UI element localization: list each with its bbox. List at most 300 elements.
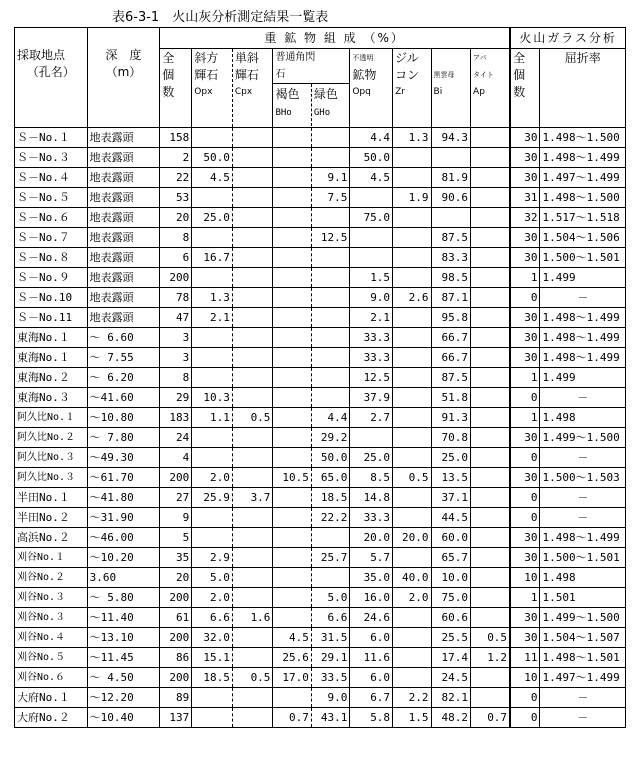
cell-ap — [471, 288, 511, 308]
cell-site: 阿久比No.１ — [15, 408, 88, 428]
cell-ap — [471, 428, 511, 448]
cell-total: 5 — [160, 528, 192, 548]
cell-opq: 4.5 — [350, 168, 393, 188]
cell-bho: 4.5 — [273, 628, 311, 648]
cell-gho — [311, 288, 349, 308]
table-row — [15, 668, 626, 688]
cell-site: Ｓ－No.10 — [15, 288, 88, 308]
table-row — [15, 408, 626, 428]
cell-gho — [311, 568, 349, 588]
cell-bho: 0.7 — [273, 708, 311, 728]
cell-site: 刈谷No.４ — [15, 628, 88, 648]
cell-opq — [350, 228, 393, 248]
cell-bi: 70.8 — [431, 428, 471, 448]
cell-glass-total: 30 — [510, 548, 540, 568]
cell-total: 24 — [160, 428, 192, 448]
cell-opx: 2.0 — [192, 588, 233, 608]
cell-cpx — [232, 248, 273, 268]
cell-ap — [471, 588, 511, 608]
cell-bho — [273, 348, 311, 368]
cell-total: 200 — [160, 588, 192, 608]
cell-depth: ～ 7.55 — [87, 348, 160, 368]
table-row — [15, 388, 626, 408]
cell-opq: 6.0 — [350, 668, 393, 688]
cell-glass-total: 0 — [510, 508, 540, 528]
cell-bho — [273, 228, 311, 248]
header-opx — [192, 49, 233, 128]
cell-total: 86 — [160, 648, 192, 668]
cell-depth: ～ 4.50 — [87, 668, 160, 688]
cell-gho — [311, 328, 349, 348]
cell-total: 200 — [160, 628, 192, 648]
cell-ap — [471, 308, 511, 328]
table-row — [15, 628, 626, 648]
cell-opx: 6.6 — [192, 608, 233, 628]
cell-cpx — [232, 508, 273, 528]
cell-total: 89 — [160, 688, 192, 708]
header-ap-2: タイト — [473, 71, 494, 79]
cell-bi: 10.0 — [431, 568, 471, 588]
header-opq-1: 不透明 — [352, 54, 374, 62]
cell-refractive-index: － — [540, 488, 626, 508]
cell-depth: ～41.80 — [87, 488, 160, 508]
cell-cpx — [232, 388, 273, 408]
header-depth-unit: （m） — [105, 65, 142, 79]
cell-ap — [471, 208, 511, 228]
cell-glass-total: 30 — [510, 628, 540, 648]
cell-depth: 地表露頭 — [87, 168, 160, 188]
cell-glass-total: 30 — [510, 148, 540, 168]
cell-glass-total: 30 — [510, 228, 540, 248]
cell-bho — [273, 548, 311, 568]
header-glass-total — [510, 49, 540, 128]
cell-refractive-index: － — [540, 508, 626, 528]
cell-bi: 17.4 — [431, 648, 471, 668]
cell-opx — [192, 708, 233, 728]
header-opq-2: 鉱物 — [352, 68, 377, 82]
cell-site: 刈谷No.５ — [15, 648, 88, 668]
cell-opx: 15.1 — [192, 648, 233, 668]
cell-gho — [311, 128, 349, 148]
cell-bi: 25.5 — [431, 628, 471, 648]
cell-refractive-index: 1.499～1.500 — [540, 608, 626, 628]
cell-total: 20 — [160, 208, 192, 228]
cell-cpx — [232, 228, 273, 248]
cell-zr: 20.0 — [393, 528, 431, 548]
cell-total: 35 — [160, 548, 192, 568]
cell-cpx — [232, 288, 273, 308]
cell-ap — [471, 528, 511, 548]
cell-zr: 2.0 — [393, 588, 431, 608]
table-row — [15, 488, 626, 508]
cell-ap — [471, 388, 511, 408]
cell-gho — [311, 148, 349, 168]
cell-site: Ｓ－No.１ — [15, 128, 88, 148]
cell-bi: 51.8 — [431, 388, 471, 408]
cell-depth: 3.60 — [87, 568, 160, 588]
table-row — [15, 228, 626, 248]
cell-bho — [273, 188, 311, 208]
cell-cpx: 1.6 — [232, 608, 273, 628]
cell-ap — [471, 408, 511, 428]
cell-ap — [471, 688, 511, 708]
cell-gho: 50.0 — [311, 448, 349, 468]
cell-opx — [192, 268, 233, 288]
cell-site: 半田No.２ — [15, 508, 88, 528]
cell-total: 29 — [160, 388, 192, 408]
cell-cpx — [232, 588, 273, 608]
cell-ap — [471, 148, 511, 168]
cell-opq: 5.7 — [350, 548, 393, 568]
cell-opx — [192, 128, 233, 148]
cell-opq — [350, 188, 393, 208]
cell-zr — [393, 368, 431, 388]
header-bi-1: 黒雲母 — [433, 71, 455, 79]
cell-total: 3 — [160, 348, 192, 368]
cell-refractive-index: 1.498～1.499 — [540, 528, 626, 548]
cell-opq: 9.0 — [350, 288, 393, 308]
cell-bho — [273, 528, 311, 548]
cell-bi: 60.6 — [431, 608, 471, 628]
cell-total: 9 — [160, 508, 192, 528]
cell-depth: ～ 6.60 — [87, 328, 160, 348]
cell-refractive-index: － — [540, 288, 626, 308]
header-bho — [273, 84, 311, 126]
cell-refractive-index: 1.500～1.503 — [540, 468, 626, 488]
cell-site: Ｓ－No.７ — [15, 228, 88, 248]
cell-zr: 1.9 — [393, 188, 431, 208]
cell-glass-total: 31 — [510, 188, 540, 208]
cell-glass-total: 30 — [510, 168, 540, 188]
header-zr-1: ジル — [395, 51, 419, 65]
header-cpx-1: 単斜 — [234, 51, 259, 65]
cell-zr — [393, 668, 431, 688]
table-row — [15, 588, 626, 608]
cell-glass-total: 1 — [510, 588, 540, 608]
cell-opx: 50.0 — [192, 148, 233, 168]
cell-zr — [393, 248, 431, 268]
table-row — [15, 448, 626, 468]
table-row — [15, 348, 626, 368]
cell-total: 27 — [160, 488, 192, 508]
cell-glass-total: 0 — [510, 388, 540, 408]
cell-opx: 4.5 — [192, 168, 233, 188]
cell-depth: ～11.40 — [87, 608, 160, 628]
header-bho-1: 褐色 — [275, 87, 300, 101]
header-refractive-index — [540, 49, 626, 128]
header-bi — [431, 49, 471, 128]
header-bho-2: BHo — [275, 108, 292, 118]
cell-bi: 87.5 — [431, 368, 471, 388]
header-opq-3: Opq — [352, 87, 371, 97]
header-ap-3: Ap — [473, 87, 485, 97]
cell-refractive-index: － — [540, 388, 626, 408]
cell-site: Ｓ－No.９ — [15, 268, 88, 288]
cell-ap — [471, 128, 511, 148]
cell-bi: 82.1 — [431, 688, 471, 708]
cell-site: 刈谷No.１ — [15, 548, 88, 568]
cell-glass-total: 30 — [510, 528, 540, 548]
header-total-2: 個 — [162, 68, 175, 82]
cell-site: 東海No.１ — [15, 348, 88, 368]
cell-opq: 24.6 — [350, 608, 393, 628]
header-opx-1: 斜方 — [194, 51, 219, 65]
cell-bi: 66.7 — [431, 328, 471, 348]
header-opx-3: Opx — [194, 87, 213, 97]
cell-refractive-index: 1.499 — [540, 368, 626, 388]
table-row — [15, 368, 626, 388]
cell-refractive-index: 1.501 — [540, 588, 626, 608]
cell-depth: 地表露頭 — [87, 248, 160, 268]
table-row — [15, 508, 626, 528]
cell-opq: 33.3 — [350, 508, 393, 528]
cell-total: 53 — [160, 188, 192, 208]
cell-zr — [393, 208, 431, 228]
cell-zr — [393, 628, 431, 648]
cell-bho — [273, 448, 311, 468]
cell-site: 阿久比No.２ — [15, 428, 88, 448]
cell-opq: 35.0 — [350, 568, 393, 588]
cell-glass-total: 30 — [510, 428, 540, 448]
cell-gho: 33.5 — [311, 668, 349, 688]
cell-cpx — [232, 208, 273, 228]
cell-gho — [311, 248, 349, 268]
cell-glass-total: 1 — [510, 368, 540, 388]
header-total — [160, 49, 192, 128]
cell-bi: 60.0 — [431, 528, 471, 548]
cell-opq: 2.7 — [350, 408, 393, 428]
cell-glass-total: 0 — [510, 448, 540, 468]
cell-gho: 7.5 — [311, 188, 349, 208]
cell-glass-total: 0 — [510, 688, 540, 708]
header-gho-1: 緑色 — [313, 87, 338, 101]
cell-bi: 44.5 — [431, 508, 471, 528]
cell-zr — [393, 408, 431, 428]
cell-site: Ｓ－No.６ — [15, 208, 88, 228]
cell-bi: 81.9 — [431, 168, 471, 188]
cell-glass-total: 11 — [510, 648, 540, 668]
cell-cpx: 0.5 — [232, 668, 273, 688]
cell-opq: 75.0 — [350, 208, 393, 228]
table-row — [15, 648, 626, 668]
cell-refractive-index: 1.498～1.500 — [540, 188, 626, 208]
header-depth-label: 深 度 — [105, 48, 142, 62]
cell-bi: 66.7 — [431, 348, 471, 368]
cell-bho — [273, 408, 311, 428]
cell-depth: ～49.30 — [87, 448, 160, 468]
cell-gho — [311, 528, 349, 548]
cell-total: 4 — [160, 448, 192, 468]
cell-depth: ～13.10 — [87, 628, 160, 648]
cell-zr — [393, 348, 431, 368]
cell-zr — [393, 388, 431, 408]
table-row — [15, 608, 626, 628]
cell-refractive-index: 1.498～1.499 — [540, 308, 626, 328]
cell-opx: 32.0 — [192, 628, 233, 648]
cell-glass-total: 10 — [510, 668, 540, 688]
cell-glass-total: 30 — [510, 348, 540, 368]
cell-bho — [273, 168, 311, 188]
cell-depth: 地表露頭 — [87, 188, 160, 208]
cell-site: 大府No.２ — [15, 708, 88, 728]
cell-ap — [471, 468, 511, 488]
cell-ap — [471, 268, 511, 288]
cell-opq: 6.7 — [350, 688, 393, 708]
cell-refractive-index: 1.499 — [540, 268, 626, 288]
cell-opq: 50.0 — [350, 148, 393, 168]
cell-total: 158 — [160, 128, 192, 148]
cell-cpx — [232, 568, 273, 588]
cell-glass-total: 30 — [510, 128, 540, 148]
table-row — [15, 308, 626, 328]
table-row — [15, 428, 626, 448]
cell-refractive-index: 1.504～1.507 — [540, 628, 626, 648]
cell-refractive-index: － — [540, 688, 626, 708]
cell-opq: 12.5 — [350, 368, 393, 388]
cell-total: 20 — [160, 568, 192, 588]
cell-depth: ～ 6.20 — [87, 368, 160, 388]
cell-bi: 95.8 — [431, 308, 471, 328]
cell-refractive-index: 1.499～1.500 — [540, 428, 626, 448]
cell-cpx — [232, 348, 273, 368]
cell-total: 6 — [160, 248, 192, 268]
header-depth — [87, 28, 160, 128]
cell-gho: 43.1 — [311, 708, 349, 728]
header-ri-label: 屈折率 — [564, 51, 601, 65]
table-row — [15, 148, 626, 168]
cell-zr — [393, 488, 431, 508]
cell-depth: ～10.40 — [87, 708, 160, 728]
cell-bi: 75.0 — [431, 588, 471, 608]
header-ap-1: アパ — [473, 54, 487, 62]
cell-site: 刈谷No.３ — [15, 608, 88, 628]
cell-ap — [471, 368, 511, 388]
cell-glass-total: 30 — [510, 468, 540, 488]
cell-opx — [192, 688, 233, 708]
cell-opq: 14.8 — [350, 488, 393, 508]
table-row — [15, 468, 626, 488]
cell-opq: 4.4 — [350, 128, 393, 148]
cell-total: 8 — [160, 228, 192, 248]
cell-refractive-index: 1.498～1.500 — [540, 128, 626, 148]
cell-cpx — [232, 628, 273, 648]
cell-opx — [192, 448, 233, 468]
cell-glass-total: 1 — [510, 268, 540, 288]
cell-bho — [273, 268, 311, 288]
table-row — [15, 268, 626, 288]
cell-bho — [273, 428, 311, 448]
cell-refractive-index: － — [540, 708, 626, 728]
cell-zr — [393, 648, 431, 668]
cell-opq: 20.0 — [350, 528, 393, 548]
cell-depth: ～31.90 — [87, 508, 160, 528]
header-hornblende — [273, 49, 350, 128]
table-row — [15, 528, 626, 548]
table-row — [15, 328, 626, 348]
table-body — [15, 128, 626, 728]
cell-ap: 1.2 — [471, 648, 511, 668]
cell-opx — [192, 508, 233, 528]
cell-refractive-index: 1.504～1.506 — [540, 228, 626, 248]
cell-gho: 29.2 — [311, 428, 349, 448]
cell-total: 22 — [160, 168, 192, 188]
cell-bi: 25.0 — [431, 448, 471, 468]
cell-zr: 0.5 — [393, 468, 431, 488]
cell-gho — [311, 368, 349, 388]
cell-site: Ｓ－No.４ — [15, 168, 88, 188]
cell-bi: 37.1 — [431, 488, 471, 508]
cell-total: 78 — [160, 288, 192, 308]
cell-site: 刈谷No.２ — [15, 568, 88, 588]
cell-opq: 33.3 — [350, 348, 393, 368]
cell-opq: 25.0 — [350, 448, 393, 468]
cell-depth: ～ 7.80 — [87, 428, 160, 448]
cell-refractive-index: 1.517～1.518 — [540, 208, 626, 228]
cell-opx: 10.3 — [192, 388, 233, 408]
cell-bho — [273, 308, 311, 328]
cell-total: 200 — [160, 468, 192, 488]
cell-opq — [350, 248, 393, 268]
cell-depth: 地表露頭 — [87, 288, 160, 308]
cell-opq: 1.5 — [350, 268, 393, 288]
header-hb-2: 石 — [275, 69, 286, 80]
table-row — [15, 708, 626, 728]
cell-bho — [273, 288, 311, 308]
cell-refractive-index: 1.498～1.501 — [540, 648, 626, 668]
cell-zr — [393, 168, 431, 188]
cell-bho — [273, 368, 311, 388]
cell-depth: ～ 5.80 — [87, 588, 160, 608]
cell-cpx — [232, 468, 273, 488]
cell-refractive-index: 1.498～1.499 — [540, 148, 626, 168]
cell-refractive-index: 1.498 — [540, 568, 626, 588]
cell-refractive-index: 1.497～1.499 — [540, 168, 626, 188]
cell-gho: 9.1 — [311, 168, 349, 188]
cell-total: 47 — [160, 308, 192, 328]
cell-total: 183 — [160, 408, 192, 428]
cell-cpx — [232, 128, 273, 148]
cell-zr: 2.2 — [393, 688, 431, 708]
header-cpx — [232, 49, 273, 128]
cell-site: Ｓ－No.８ — [15, 248, 88, 268]
cell-cpx: 3.7 — [232, 488, 273, 508]
cell-opq: 33.3 — [350, 328, 393, 348]
cell-gho: 31.5 — [311, 628, 349, 648]
cell-zr: 1.5 — [393, 708, 431, 728]
cell-site: 刈谷No.３ — [15, 588, 88, 608]
cell-opx: 18.5 — [192, 668, 233, 688]
cell-bho — [273, 588, 311, 608]
header-ap — [471, 49, 511, 128]
cell-glass-total: 30 — [510, 328, 540, 348]
cell-opx: 2.9 — [192, 548, 233, 568]
cell-opx — [192, 328, 233, 348]
cell-opx — [192, 228, 233, 248]
header-site-label: 採取地点 — [17, 48, 66, 62]
cell-opx: 25.0 — [192, 208, 233, 228]
cell-opq: 11.6 — [350, 648, 393, 668]
cell-refractive-index: 1.498～1.499 — [540, 348, 626, 368]
cell-opx: 1.1 — [192, 408, 233, 428]
cell-zr — [393, 268, 431, 288]
cell-ap — [471, 568, 511, 588]
cell-cpx — [232, 148, 273, 168]
cell-glass-total: 1 — [510, 408, 540, 428]
cell-cpx: 0.5 — [232, 408, 273, 428]
cell-ap — [471, 608, 511, 628]
cell-zr — [393, 548, 431, 568]
cell-cpx — [232, 268, 273, 288]
